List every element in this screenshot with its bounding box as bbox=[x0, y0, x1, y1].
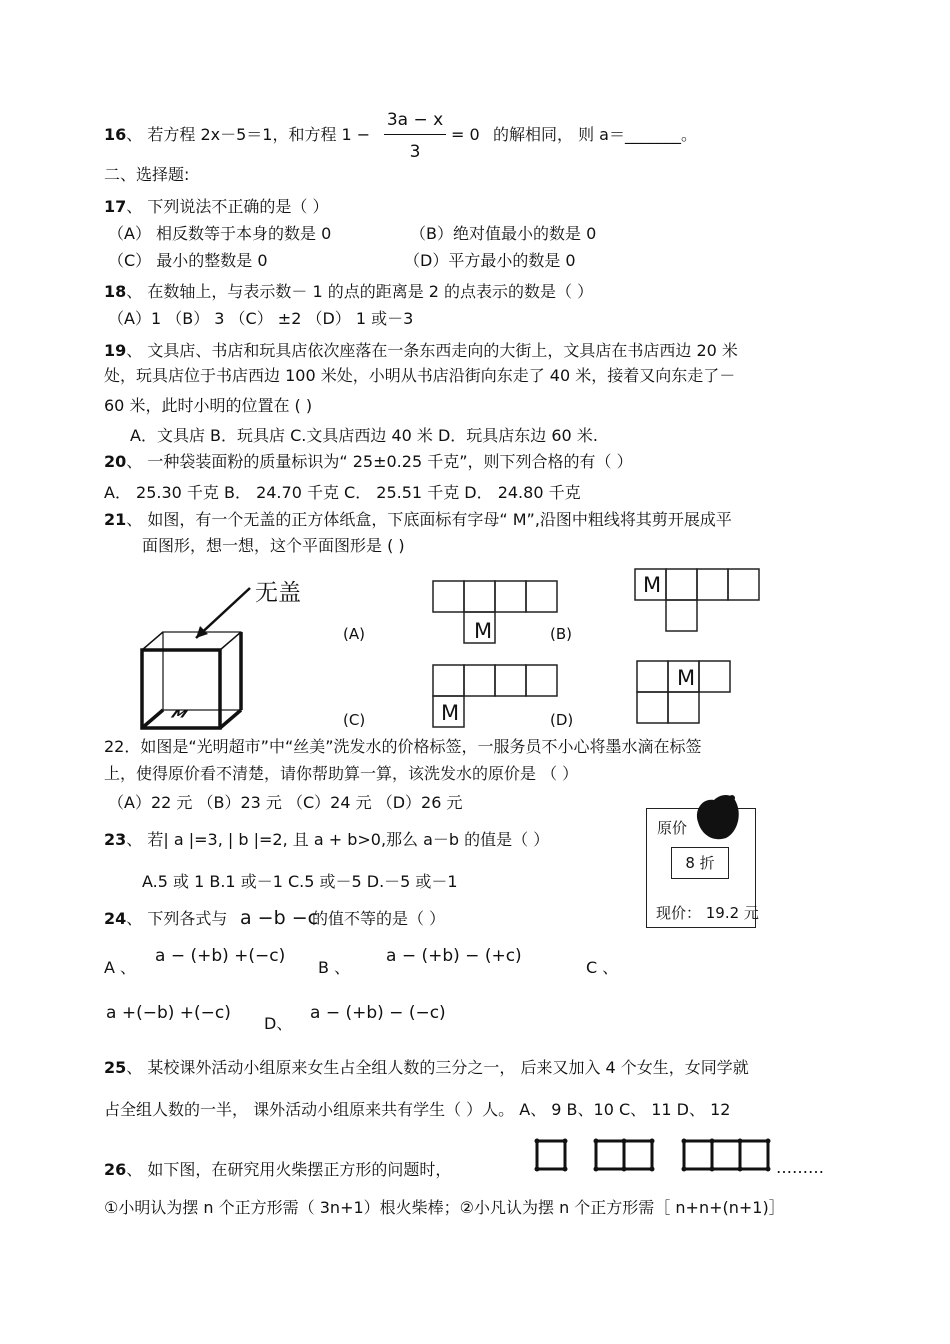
label-c: (C) bbox=[343, 711, 366, 729]
q24-expression-d: a − (+b) − (−c) bbox=[310, 1003, 446, 1023]
net-a-figure bbox=[432, 580, 562, 650]
q24-label-b: B 、 bbox=[318, 958, 351, 977]
net-c-letter: M bbox=[441, 701, 460, 725]
q16-fraction-denominator: 3 bbox=[409, 142, 421, 162]
question-number: 24 bbox=[104, 909, 127, 928]
net-a-letter: M bbox=[474, 619, 493, 643]
q24-label-d: D、 bbox=[264, 1014, 293, 1033]
question-number: 25 bbox=[104, 1058, 127, 1077]
q17-stem bbox=[104, 197, 328, 217]
q22-line2: 上，使得原价看不清楚，请你帮助算一算，该洗发水的原价是 （ ） bbox=[104, 764, 579, 783]
q16-fraction-numerator: 3a − x bbox=[386, 110, 444, 130]
q19-line1 bbox=[104, 341, 738, 361]
q18-stem bbox=[104, 282, 593, 302]
fraction-bar bbox=[384, 134, 446, 135]
q26-dots: ……… bbox=[776, 1158, 824, 1177]
label-a: (A) bbox=[343, 625, 365, 643]
q23-options: A.5 或 1 B.1 或－1 C.5 或－5 D.－5 或－1 bbox=[142, 872, 458, 891]
question-number: 19 bbox=[104, 341, 127, 360]
matchstick-squares-figure bbox=[534, 1138, 774, 1172]
question-number: 20 bbox=[104, 452, 127, 471]
q19-line3: 60 米，此时小明的位置在 ( ) bbox=[104, 396, 313, 415]
q24-expression: a −b −c bbox=[240, 907, 319, 929]
question-number: 18 bbox=[104, 282, 127, 301]
q26-line2: ①小明认为摆 n 个正方形需（ 3n+1）根火柴棒；②小凡认为摆 n 个正方形需［ n+n+(n+1)］ bbox=[104, 1198, 785, 1217]
no-lid-label: 无盖 bbox=[255, 580, 301, 606]
q17-option-d: （D）平方最小的数是 0 bbox=[404, 251, 576, 270]
q18-options: （A）1 （B） 3 （C） ±2 （D） 1 或－3 bbox=[108, 309, 414, 328]
tag-original-price-label: 原价 bbox=[657, 819, 688, 837]
q17-option-a: （A） 相反数等于本身的数是 0 bbox=[108, 224, 332, 243]
question-number: 26 bbox=[104, 1160, 127, 1179]
q23-stem bbox=[104, 830, 549, 850]
q21-line1 bbox=[104, 510, 732, 530]
q19-line2: 处，玩具店位于书店西边 100 米处，小明从书店沿街向东走了 40 米，接着又向东走了－ bbox=[104, 366, 736, 385]
q24-stem bbox=[104, 909, 227, 929]
q22-options: （A）22 元 （B）23 元 （C）24 元 （D）26 元 bbox=[108, 793, 463, 812]
q24-expression-b: a − (+b) − (+c) bbox=[386, 946, 522, 966]
section-title: 二、选择题: bbox=[104, 165, 190, 184]
tag-current-price: 现价： 19.2 元 bbox=[656, 904, 759, 922]
q21-text: 、 如图，有一个无盖的正方体纸盒，下底面标有字母“ M”,沿图中粗线将其剪开展成平 bbox=[126, 510, 732, 529]
q24-label-a: A 、 bbox=[104, 958, 137, 977]
q17-option-b: （B）绝对值最小的数是 0 bbox=[410, 224, 597, 243]
q20-options: A． 25.30 千克 B． 24.70 千克 C． 25.51 千克 D． 24.80 千克 bbox=[104, 483, 581, 502]
q19-text: 、 文具店、书店和玩具店依次座落在一条东西走向的大街上，文具店在书店西边 20 米 bbox=[126, 341, 738, 360]
question-number: 23 bbox=[104, 830, 127, 849]
ink-blot-icon bbox=[692, 792, 742, 842]
q20-stem bbox=[104, 452, 633, 472]
q16-text-a: 、 若方程 2x－5＝1，和方程 1 − bbox=[126, 125, 371, 144]
q25-line1 bbox=[104, 1058, 749, 1078]
q22-line1: 22．如图是“光明超市”中“丝美”洗发水的价格标签，一服务员不小心将墨水滴在标签 bbox=[104, 737, 702, 756]
q16-text-c: 的解相同， 则 a＝_______。 bbox=[493, 125, 697, 144]
box-bottom-letter: M bbox=[169, 707, 190, 721]
q24-expression-a: a − (+b) +(−c) bbox=[155, 946, 286, 966]
q24-label-c: C 、 bbox=[586, 958, 619, 977]
q24-text-a: 、 下列各式与 bbox=[126, 909, 228, 928]
q16-line bbox=[104, 125, 370, 145]
q26-text: 、 如下图，在研究用火柴摆正方形的问题时， bbox=[126, 1160, 452, 1179]
q18-text: 、 在数轴上，与表示数－ 1 的点的距离是 2 的点表示的数是（ ） bbox=[126, 282, 594, 301]
question-number: 16 bbox=[104, 125, 127, 144]
q25-line2: 占全组人数的一半， 课外活动小组原来共有学生（ ）人。 A、 9 B、10 C、 11 D、 12 bbox=[104, 1100, 731, 1119]
q24-expression-c: a +(−b) +(−c) bbox=[106, 1003, 231, 1023]
q24-text-b: 的值不等的是（ ） bbox=[312, 909, 446, 928]
q16-equals-zero: = 0 bbox=[451, 125, 480, 144]
q17-option-c: （C） 最小的整数是 0 bbox=[108, 251, 268, 270]
label-d: (D) bbox=[550, 711, 574, 729]
net-b-letter: M bbox=[643, 573, 662, 597]
question-number: 17 bbox=[104, 197, 127, 216]
q23-text: 、 若| a |=3, | b |=2, 且 a + b>0,那么 a－b 的值是（ ） bbox=[126, 830, 550, 849]
q20-text: 、 一种袋装面粉的质量标识为“ 25±0.25 千克”，则下列合格的有（ ） bbox=[126, 452, 633, 471]
q26-stem bbox=[104, 1160, 451, 1180]
q19-options: A．文具店 B．玩具店 C.文具店西边 40 米 D．玩具店东边 60 米. bbox=[130, 426, 598, 445]
q17-text: 、 下列说法不正确的是（ ） bbox=[126, 197, 329, 216]
q21-line2: 面图形，想一想，这个平面图形是 ( ) bbox=[142, 536, 405, 555]
tag-discount: 8 折 bbox=[671, 847, 729, 879]
question-number: 21 bbox=[104, 510, 127, 529]
q25-text: 、 某校课外活动小组原来女生占全组人数的三分之一， 后来又加入 4 个女生，女同学就 bbox=[126, 1058, 749, 1077]
net-d-letter: M bbox=[677, 666, 696, 690]
label-b: (B) bbox=[550, 625, 572, 643]
